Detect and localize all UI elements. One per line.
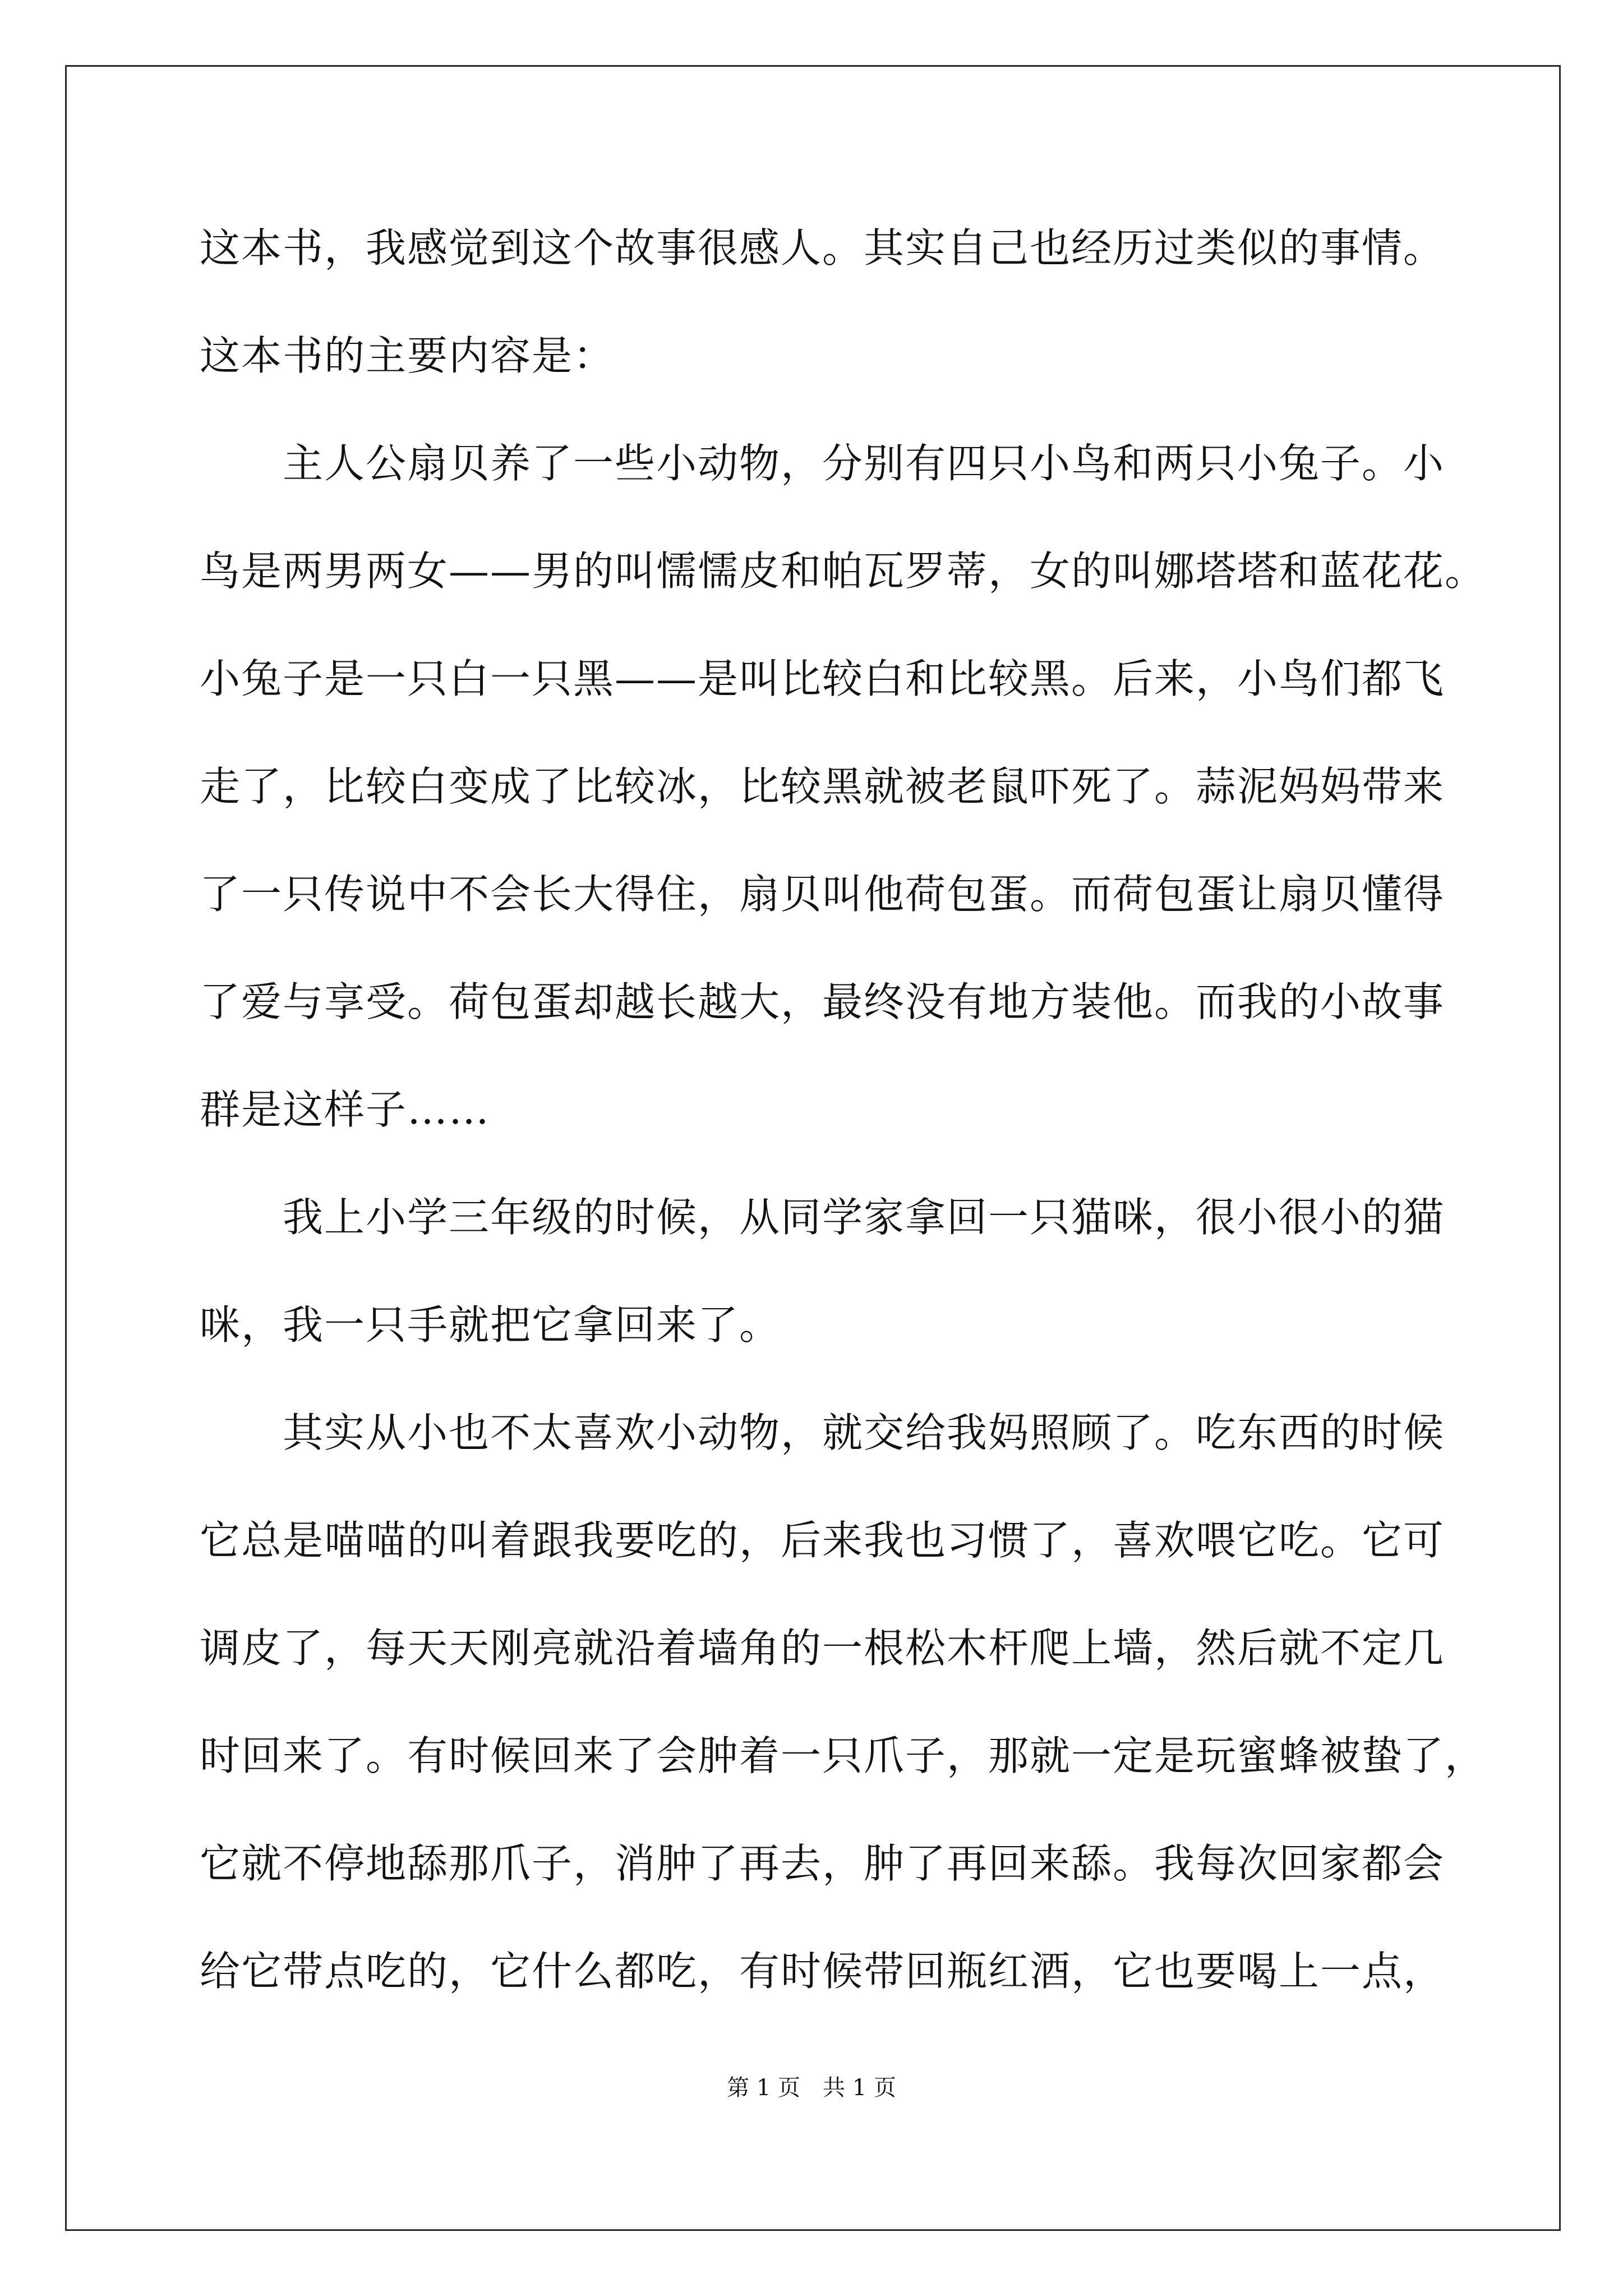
text-line: 我上小学三年级的时候，从同学家拿回一只猫咪，很小很小的猫: [200, 1194, 1445, 1241]
text-line: 它就不停地舔那爪子，消肿了再去，肿了再回来舔。我每次回家都会: [200, 1840, 1445, 1887]
text-line: 这本书的主要内容是：: [200, 332, 615, 379]
text-line: 其实从小也不太喜欢小动物，就交给我妈照顾了。吃东西的时候: [200, 1409, 1445, 1456]
text-line: 给它带点吃的，它什么都吃，有时候带回瓶红酒，它也要喝上一点，: [200, 1948, 1445, 1995]
text-line: 小兔子是一只白一只黑——是叫比较白和比较黑。后来，小鸟们都飞: [200, 655, 1445, 702]
text-line: 它总是喵喵的叫着跟我要吃的，后来我也习惯了，喜欢喂它吃。它可: [200, 1517, 1445, 1564]
text-line: 时回来了。有时候回来了会肿着一只爪子，那就一定是玩蜜蜂被蛰了，: [200, 1732, 1487, 1779]
text-line: 了爱与享受。荷包蛋却越长越大，最终没有地方装他。而我的小故事: [200, 978, 1445, 1025]
text-line: 这本书，我感觉到这个故事很感人。其实自己也经历过类似的事情。: [200, 224, 1445, 272]
text-line: 群是这样子……: [200, 1086, 491, 1133]
text-line: 走了，比较白变成了比较冰，比较黑就被老鼠吓死了。蒜泥妈妈带来: [200, 763, 1445, 810]
text-line: 主人公扇贝养了一些小动物，分别有四只小鸟和两只小兔子。小: [200, 440, 1445, 487]
text-line: 咪，我一只手就把它拿回来了。: [200, 1301, 781, 1349]
text-line: 鸟是两男两女——男的叫懦懦皮和帕瓦罗蒂，女的叫娜塔塔和蓝花花。: [200, 547, 1487, 595]
page-border: [65, 65, 1561, 2231]
page-number-footer: 第 1 页 共 1 页: [727, 2075, 896, 2101]
text-line: 了一只传说中不会长大得住，扇贝叫他荷包蛋。而荷包蛋让扇贝懂得: [200, 871, 1445, 918]
text-line: 调皮了，每天天刚亮就沿着墙角的一根松木杆爬上墙，然后就不定几: [200, 1625, 1445, 1672]
